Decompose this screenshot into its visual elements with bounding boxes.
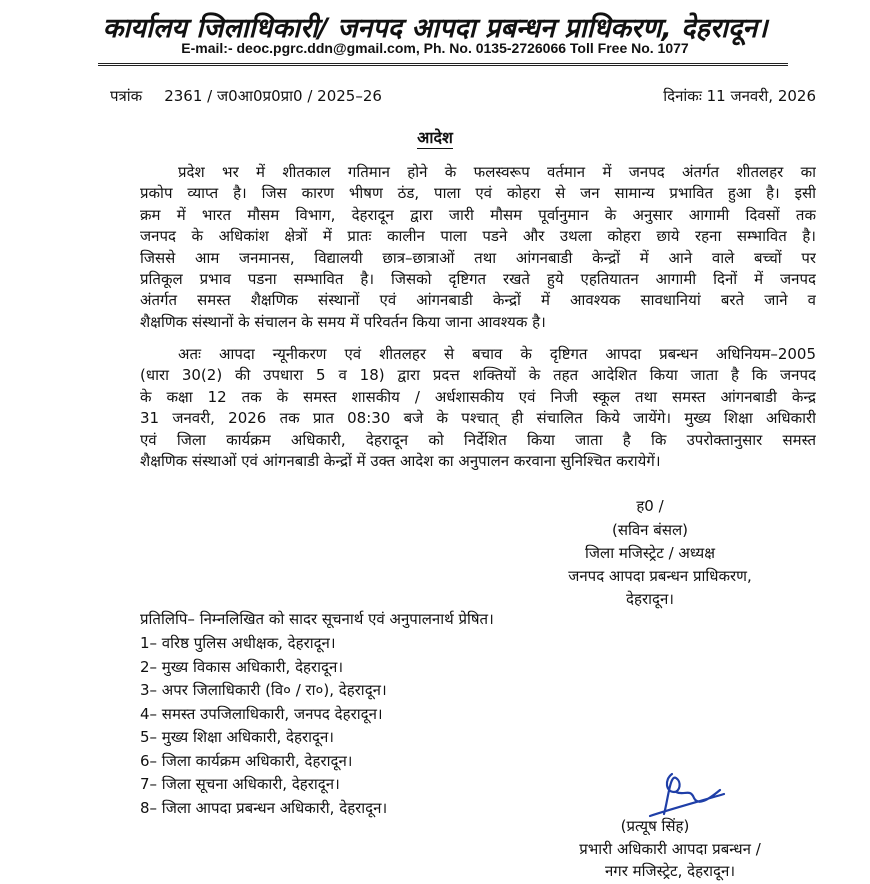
- reference-number: 2361 / ज0आ0प्र0प्रा0 / 2025–26: [164, 87, 382, 105]
- signatory-2-name: (प्रत्यूष सिंह): [620, 817, 690, 835]
- order-date: दिनांकः 11 जनवरी, 2026: [663, 87, 816, 105]
- list-item: 7– जिला सूचना अधिकारी, देहरादून।: [140, 775, 340, 793]
- paragraph-line: प्रदेश भर में शीतकाल गतिमान होने के फलस्वरूप वर्तमान में जनपद अंतर्गत शीतलहर का: [178, 163, 816, 181]
- list-item: 1– वरिष्ठ पुलिस अधीक्षक, देहरादून।: [140, 634, 336, 652]
- paragraph-line: प्रकोप व्याप्त है। जिस कारण भीषण ठंड, पाला एवं कोहरा से जन सामान्य प्रभावित हुआ है। इसी: [140, 184, 816, 203]
- paragraph-line: शैक्षणिक संस्थानों के संचालन के समय में परिवर्तन किया जाना आवश्यक है।: [140, 312, 546, 331]
- reference-line: [110, 86, 816, 106]
- list-item: 4– समस्त उपजिलाधिकारी, जनपद देहरादून।: [140, 704, 383, 723]
- reference-label: पत्रांक: [110, 87, 143, 105]
- reference-left: [110, 86, 382, 106]
- order-paragraph-1: [140, 162, 816, 333]
- order-heading-text: आदेश: [417, 128, 453, 147]
- list-item: 2– मुख्य विकास अधिकारी, देहरादून।: [140, 657, 344, 676]
- order-heading: [0, 126, 870, 148]
- signatory-1-name: (सविन बंसल): [611, 521, 689, 539]
- paragraph-line: जनपद के अधिकांश क्षेत्रों में प्रातः कालीन पाला पडने और उथला कोहरा छाये रहना सम्भावित है।: [140, 227, 816, 246]
- paragraph-line: अंतर्गत समस्त शैक्षणिक संस्थानों एवं आंगनबाडी केन्द्रों में आवश्यक सावधानियां बरते जाने व: [140, 291, 816, 310]
- list-item: 5– मुख्य शिक्षा अधिकारी, देहरादून।: [140, 728, 334, 746]
- header-rule-top: [98, 63, 788, 64]
- paragraph-line: प्रतिकूल प्रभाव पडना सम्भावित है। जिसको दृष्टिगत रखते हुये एहतियातन आगामी दिनों में जनपद: [140, 270, 816, 289]
- contact-line: E-mail:- deoc.pgrc.ddn@gmail.com, Ph. No. 0135-2726066 Toll Free No. 1077: [181, 40, 689, 56]
- office-title: कार्यालय जिलाधिकारी/ जनपद आपदा प्रबन्धन प्राधिकरण, देहरादून।: [102, 13, 768, 44]
- signatory-2-office: नगर मजिस्ट्रेट, देहरादून।: [604, 862, 736, 880]
- paragraph-line: क्रम में भारत मौसम विभाग, देहरादून द्वारा जारी मौसम पूर्वानुमान के अनुसार आगामी दिवसों तक: [140, 205, 816, 224]
- paragraph-line: जिससे आम जनमानस, विद्यालयी छात्र–छात्राओं तथा आंगनबाडी केन्द्रों में आने वाले बच्चों पर: [140, 248, 816, 267]
- signature-stroke: [650, 774, 724, 816]
- paragraph-line: एवं जिला कार्यक्रम अधिकारी, देहरादून को निर्देशित किया जाता है कि उपरोक्तानुसार समस्त: [140, 430, 816, 449]
- paragraph-line: अतः आपदा न्यूनीकरण एवं शीतलहर से बचाव के दृष्टिगत आपदा प्रबन्धन अधिनियम–2005: [178, 345, 816, 363]
- paragraph-line: शैक्षणिक संस्थाओं एवं आंगनबाडी केन्द्रों में उक्त आदेश का अनुपालन करवाना सुनिश्चित करायेगें।: [140, 452, 661, 471]
- list-item: 6– जिला कार्यक्रम अधिकारी, देहरादून।: [140, 751, 353, 770]
- signatory-1-designation: जिला मजिस्ट्रेट / अध्यक्ष: [585, 544, 715, 562]
- order-paragraph-2: [140, 344, 816, 472]
- header-rule-bottom: [98, 65, 788, 66]
- signatory-1-place: देहरादून।: [626, 590, 674, 608]
- signed-mark: ह0 /: [636, 497, 664, 515]
- paragraph-line: (धारा 30(2) की उपधारा 5 व 18) द्वारा प्रदत्त शक्तियों के तहत आदेशित किया जाता है कि जनपद: [140, 366, 816, 385]
- paragraph-line: के कक्षा 12 तक के समस्त शासकीय / अर्धशासकीय एवं निजी स्कूल तथा समस्त आंगनबाडी केन्द्र: [140, 387, 816, 406]
- copy-intro: प्रतिलिपि– निम्नलिखित को सादर सूचनार्थ एवं अनुपालनार्थ प्रेषित।: [140, 610, 494, 628]
- signatory-1-office: जनपद आपदा प्रबन्धन प्राधिकरण,: [568, 567, 752, 585]
- signatory-2-designation: प्रभारी अधिकारी आपदा प्रबन्धन /: [579, 840, 761, 858]
- list-item: 8– जिला आपदा प्रबन्धन अधिकारी, देहरादून।: [140, 798, 388, 817]
- paragraph-line: 31 जनवरी, 2026 तक प्रात 08:30 बजे के पश्चात् ही संचालित किये जायेंगे। मुख्य शिक्षा अधिकारी: [140, 409, 816, 428]
- copy-list: [140, 632, 387, 820]
- list-item: 3– अपर जिलाधिकारी (वि० / रा०), देहरादून।: [140, 681, 387, 699]
